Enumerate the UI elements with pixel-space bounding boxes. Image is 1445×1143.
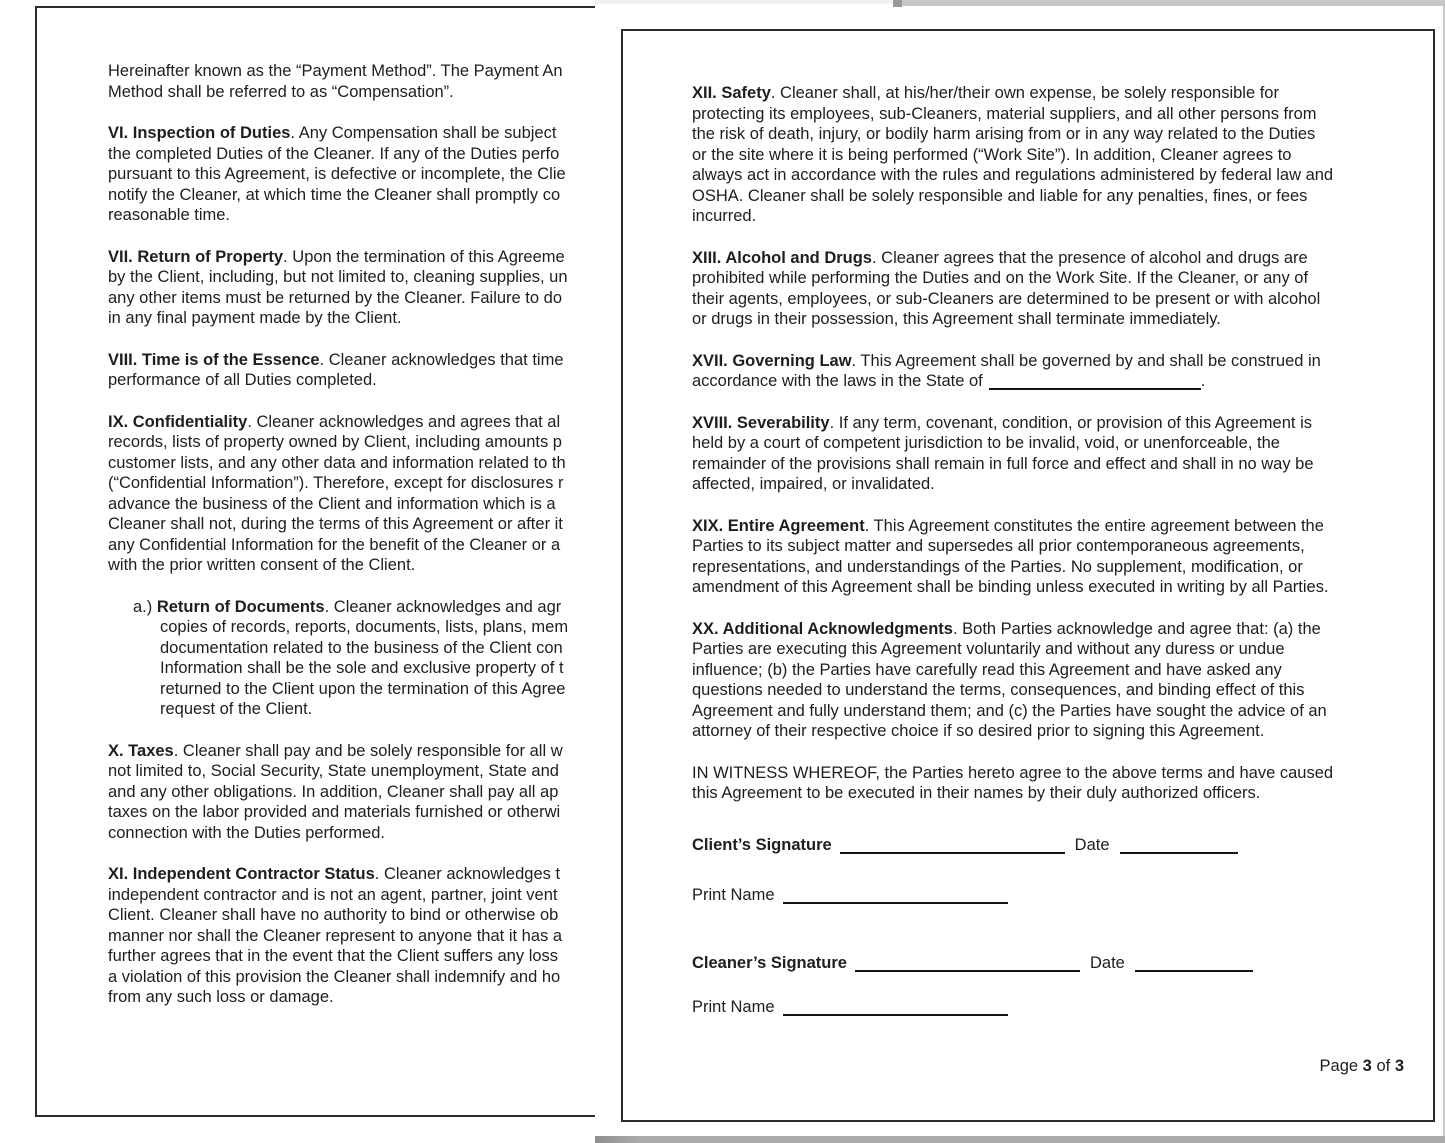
cleaner-print-name-row xyxy=(692,996,1422,1018)
text-line: incurred. xyxy=(692,207,757,225)
print-name-label: Print Name xyxy=(692,885,775,904)
section-body: . Upon the termination of this Agreeme xyxy=(283,247,565,266)
text-line: attorney of their respective choice if so desired prior to signing this Agreement. xyxy=(692,722,1265,740)
text-line: Client. Cleaner shall have no authority to bind or otherwise ob xyxy=(108,906,559,924)
section-safety xyxy=(692,83,1422,227)
section-body: . Cleaner shall, at his/her/their own expense, be solely responsible for xyxy=(770,84,1279,102)
text-line: records, lists of property owned by Client, including amounts p xyxy=(108,433,562,451)
subsection-return-of-documents xyxy=(108,597,595,720)
cleaner-date-line xyxy=(1135,956,1253,972)
text-line: performance of all Duties completed. xyxy=(108,371,377,389)
text-line: Parties to its subject matter and supersedes all prior contemporaneous agreements, xyxy=(692,537,1305,555)
section-heading: XI. Independent Contractor Status xyxy=(108,865,375,883)
text-line: Method shall be referred to as “Compensation”. xyxy=(108,82,454,101)
text-line: held by a court of competent jurisdiction to be invalid, void, or unenforceable, the xyxy=(692,434,1280,452)
text-line: influence; (b) the Parties have carefully read this Agreement and have asked any xyxy=(692,660,1282,679)
section-entire-agreement xyxy=(692,516,1422,598)
section-independent-contractor-status xyxy=(108,864,595,1008)
section-lines xyxy=(692,104,1422,227)
list-marker: a.) xyxy=(133,597,157,616)
section-lines xyxy=(108,370,595,391)
section-lines xyxy=(692,536,1422,598)
background-strip-top-light xyxy=(595,0,893,4)
text-line: or drugs in their possession, this Agreement shall terminate immediately. xyxy=(692,310,1221,328)
state-blank-line xyxy=(989,374,1201,390)
text-line xyxy=(108,741,595,762)
section-lines xyxy=(108,432,595,576)
section-inspection-of-duties xyxy=(108,123,595,226)
text-line: (“Confidential Information”). Therefore, except for disclosures r xyxy=(108,474,564,492)
section-body: . This Agreement shall be governed by and shall be construed in xyxy=(851,351,1321,370)
section-lines xyxy=(160,617,595,720)
text-line xyxy=(692,619,1422,640)
text-line xyxy=(108,864,595,885)
section-severability xyxy=(692,413,1422,495)
text-line: notify the Cleaner, at which time the Cleaner shall promptly co xyxy=(108,185,561,204)
text-line: pursuant to this Agreement, is defective or incomplete, the Clie xyxy=(108,165,566,183)
text-line: further agrees that in the event that the Client suffers any loss xyxy=(108,947,559,965)
section-heading: Return of Documents xyxy=(156,597,325,616)
page-3-sheet xyxy=(595,0,1445,1136)
background-strip-bottom xyxy=(595,1136,1445,1143)
print-name-label: Print Name xyxy=(692,997,775,1016)
text-line: remainder of the provisions shall remain in full force and effect and shall in no way be xyxy=(692,454,1314,473)
text-line: the risk of death, injury, or bodily harm arising from or in any way related to the Duties xyxy=(692,125,1316,143)
text-line: connection with the Duties performed. xyxy=(108,823,385,842)
text-line xyxy=(692,248,1422,269)
text-line: this Agreement to be executed in their names by their duly authorized officers. xyxy=(692,784,1261,802)
section-heading: VI. Inspection of Duties xyxy=(108,124,291,142)
section-lines xyxy=(692,783,1422,804)
text-line: the completed Duties of the Cleaner. If any of the Duties perfo xyxy=(108,144,560,163)
section-body: accordance with the laws in the State of xyxy=(692,372,983,390)
section-heading: XIII. Alcohol and Drugs xyxy=(692,248,872,267)
text-line: by the Client, including, but not limited to, cleaning supplies, un xyxy=(108,268,568,286)
text-line: representations, and understandings of the Parties. No supplement, modification, or xyxy=(692,557,1303,576)
paragraph-in-witness-whereof xyxy=(692,763,1422,804)
text-line: independent contractor and is not an agent, partner, joint vent xyxy=(108,885,558,904)
page-number-footer xyxy=(1320,1056,1404,1077)
section-heading: XVII. Governing Law xyxy=(692,351,852,370)
section-lines xyxy=(108,267,595,329)
section-lines xyxy=(108,885,595,1008)
section-alcohol-and-drugs xyxy=(692,248,1422,330)
client-print-name-row xyxy=(692,884,1422,906)
text-line: OSHA. Cleaner shall be solely responsible and liable for any penalties, fines, or fees xyxy=(692,186,1308,205)
text-line xyxy=(108,123,595,144)
section-time-is-of-the-essence xyxy=(108,350,595,391)
text-line: reasonable time. xyxy=(108,206,230,224)
cleaner-print-name-line xyxy=(783,1000,1008,1016)
date-label: Date xyxy=(1074,835,1110,854)
section-body: . Cleaner acknowledges t xyxy=(374,865,561,883)
text-line: not limited to, Social Security, State unemployment, State and xyxy=(108,762,559,780)
paragraph-payment-method xyxy=(108,61,595,102)
text-line: with the prior written consent of the Client. xyxy=(108,556,416,574)
text-line: Cleaner shall not, during the terms of this Agreement or after it xyxy=(108,515,563,533)
section-lines xyxy=(692,639,1422,742)
text-line: Agreement and fully understand them; and (c) the Parties have sought the advice of an xyxy=(692,701,1327,720)
section-heading: XII. Safety xyxy=(692,84,771,102)
section-body: . Any Compensation shall be subject xyxy=(290,124,557,142)
text-line: returned to the Client upon the termination of this Agree xyxy=(160,679,566,698)
text-line: amendment of this Agreement shall be binding unless executed in writing by all Parties. xyxy=(692,578,1329,596)
text-line xyxy=(692,83,1422,104)
section-body: . Cleaner acknowledges and agr xyxy=(324,597,562,616)
client-signature-line xyxy=(840,838,1065,854)
text-line: any other items must be returned by the Cleaner. Failure to do xyxy=(108,288,562,307)
section-lines xyxy=(108,761,595,843)
text-line: taxes on the labor provided and materials furnished or otherwi xyxy=(108,803,561,821)
section-heading: X. Taxes xyxy=(108,741,174,760)
text-line: questions needed to understand the terms, consequences, and binding effect of this xyxy=(692,681,1305,699)
text-line: affected, impaired, or invalidated. xyxy=(692,475,935,493)
text-line: copies of records, reports, documents, lists, plans, mem xyxy=(160,618,569,636)
background-strip-top-gray xyxy=(902,0,1445,6)
page-2-content xyxy=(108,61,595,1029)
client-date-line xyxy=(1120,838,1238,854)
section-body: . xyxy=(1200,372,1206,390)
section-heading: VIII. Time is of the Essence xyxy=(108,350,320,369)
text-line: a violation of this provision the Cleaner shall indemnify and ho xyxy=(108,967,561,986)
page-3-content xyxy=(692,83,1422,1018)
page-2-sheet xyxy=(0,0,595,1143)
client-signature-row xyxy=(692,834,1422,856)
section-heading: XVIII. Severability xyxy=(692,413,830,432)
text-line xyxy=(692,351,1422,372)
text-line: customer lists, and any other data and information related to th xyxy=(108,453,566,472)
section-body: . Cleaner acknowledges and agrees that al xyxy=(247,412,561,431)
section-lines xyxy=(108,82,595,103)
text-line: manner nor shall the Cleaner represent to anyone that it has a xyxy=(108,926,563,945)
section-heading: IX. Confidentiality xyxy=(108,412,248,431)
text-line: their agents, employees, or sub-Cleaners are determined to be present or with alcohol xyxy=(692,289,1321,308)
section-governing-law xyxy=(692,351,1422,392)
section-additional-acknowledgments xyxy=(692,619,1422,742)
footer-page-number: 3 xyxy=(1362,1057,1372,1075)
section-lines xyxy=(108,144,595,226)
text-line xyxy=(108,350,595,371)
text-line: IN WITNESS WHEREOF, the Parties hereto agree to the above terms and have caused xyxy=(692,763,1334,782)
section-body: . Both Parties acknowledge and agree that: (a) the xyxy=(952,619,1321,638)
section-return-of-property xyxy=(108,247,595,329)
text-line xyxy=(133,597,595,618)
text-line: prohibited while performing the Duties and on the Work Site. If the Cleaner, or any of xyxy=(692,269,1309,287)
footer-total-pages: 3 xyxy=(1394,1057,1404,1075)
client-signature-label: Client’s Signature xyxy=(692,835,832,854)
section-body: . Cleaner agrees that the presence of alcohol and drugs are xyxy=(872,248,1308,267)
client-print-name-line xyxy=(783,888,1008,904)
signature-block xyxy=(692,834,1422,1018)
footer-of-word: of xyxy=(1376,1057,1391,1075)
text-line: documentation related to the business of the Client con xyxy=(160,638,563,657)
section-heading: XX. Additional Acknowledgments xyxy=(692,619,953,638)
section-body: . This Agreement constitutes the entire agreement between the xyxy=(864,516,1324,535)
cleaner-signature-label: Cleaner’s Signature xyxy=(692,953,847,972)
text-line: request of the Client. xyxy=(160,700,313,718)
text-line xyxy=(692,413,1422,434)
section-taxes xyxy=(108,741,595,844)
text-line: Hereinafter known as the “Payment Method”. The Payment An xyxy=(108,62,563,80)
section-lines xyxy=(692,268,1422,330)
cleaner-signature-line xyxy=(855,956,1080,972)
section-confidentiality xyxy=(108,412,595,576)
text-line: advance the business of the Client and information which is a xyxy=(108,494,556,513)
section-body: . Cleaner shall pay and be solely responsible for all w xyxy=(173,741,563,760)
footer-page-word: Page xyxy=(1319,1057,1359,1075)
text-line: Information shall be the sole and exclusive property of t xyxy=(160,659,564,677)
section-lines xyxy=(692,433,1422,495)
background-strip-top-patch xyxy=(893,0,902,7)
text-line xyxy=(108,247,595,268)
date-label: Date xyxy=(1089,953,1125,972)
section-body: . Cleaner acknowledges that time xyxy=(319,350,564,369)
text-line: protecting its employees, sub-Cleaners, material suppliers, and all other persons from xyxy=(692,104,1317,123)
text-line: in any final payment made by the Client. xyxy=(108,309,402,327)
text-line xyxy=(108,412,595,433)
section-body: . If any term, covenant, condition, or provision of this Agreement is xyxy=(829,413,1312,432)
text-line: Parties are executing this Agreement voluntarily and without any duress or undue xyxy=(692,640,1285,658)
text-line xyxy=(692,516,1422,537)
section-heading: XIX. Entire Agreement xyxy=(692,516,865,535)
text-line: any Confidential Information for the benefit of the Cleaner or a xyxy=(108,535,561,554)
cleaner-signature-row xyxy=(692,952,1422,974)
text-line: always act in accordance with the rules and regulations administered by federal law and xyxy=(692,166,1334,184)
text-line xyxy=(692,371,1422,392)
text-line: from any such loss or damage. xyxy=(108,988,334,1006)
section-heading: VII. Return of Property xyxy=(108,247,284,266)
text-line: or the site where it is being performed (“Work Site”). In addition, Cleaner agrees to xyxy=(692,145,1292,164)
text-line: and any other obligations. In addition, Cleaner shall pay all ap xyxy=(108,782,559,801)
